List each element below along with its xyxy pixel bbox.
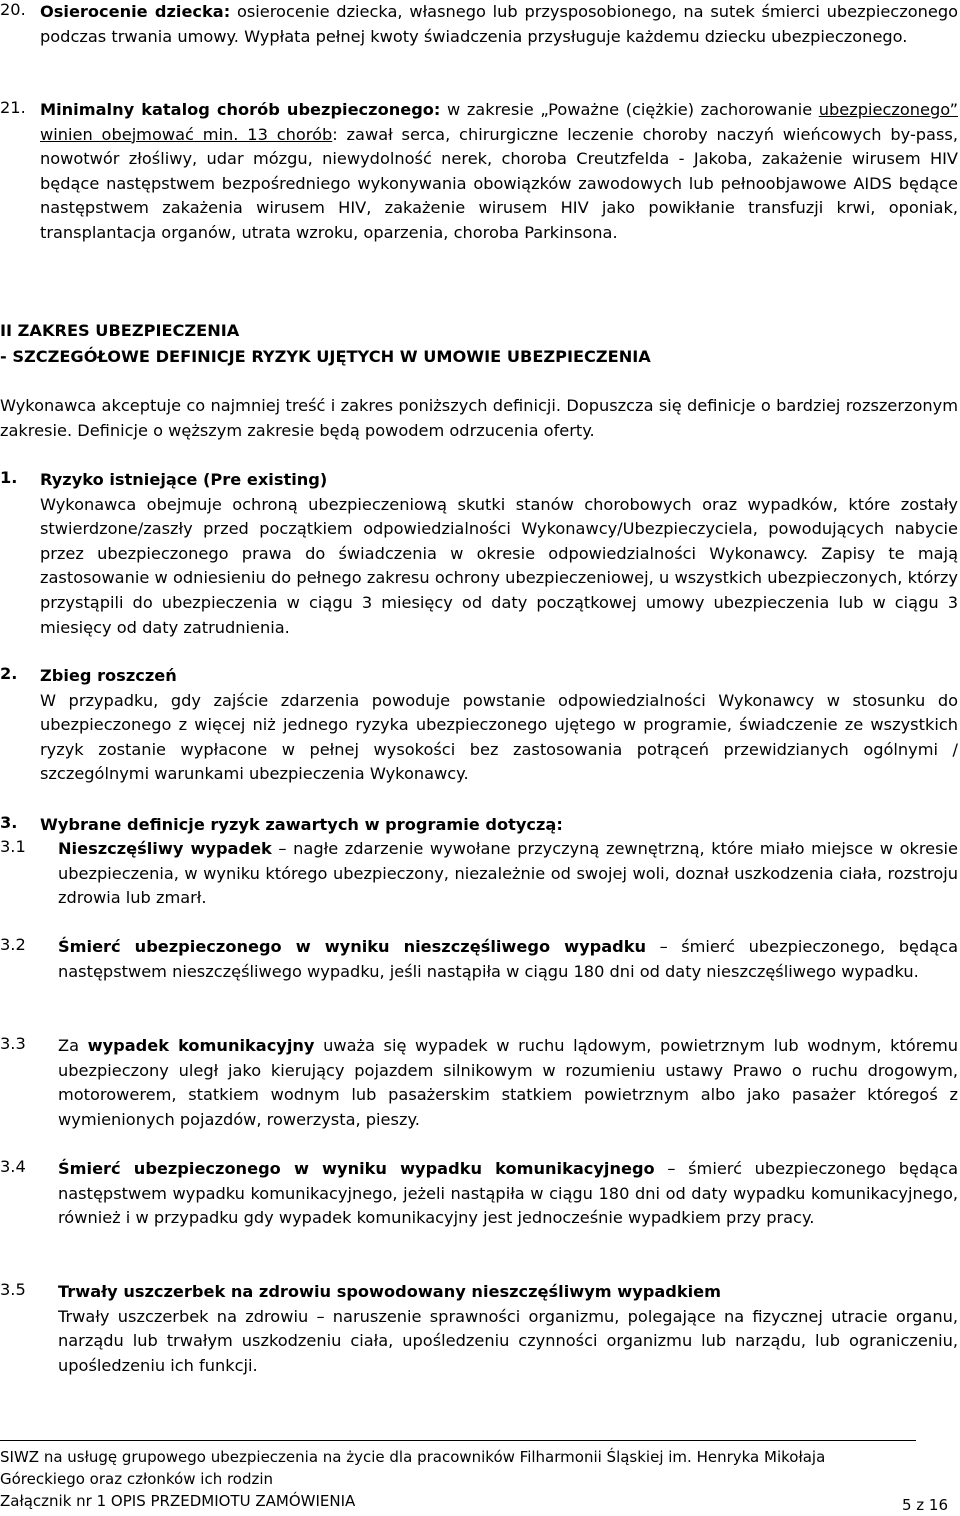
point-title: Zbieg roszczeń <box>40 666 177 685</box>
point-3 <box>0 813 958 838</box>
footer-divider <box>0 1440 916 1441</box>
point-title: Ryzyko istniejące (Pre existing) <box>40 470 328 489</box>
section-title: II ZAKRES UBEZPIECZENIA <box>0 321 240 340</box>
definition-number: 3.4 <box>0 1157 26 1176</box>
item-number: 20. <box>0 0 26 19</box>
point-number: 1. <box>0 468 18 487</box>
item-title: Minimalny katalog chorób ubezpieczonego: <box>40 100 441 119</box>
point-title: Wybrane definicje ryzyk zawartych w programie dotyczą: <box>40 815 563 834</box>
definition-number: 3.3 <box>0 1034 26 1053</box>
definition-prefix: Za <box>58 1036 88 1055</box>
point-2 <box>0 664 958 787</box>
item-text: : zawał serca, chirurgiczne leczenie choroby naczyń wieńcowych by-pass, nowotwór złośliwy, udar mózgu, niewydolność nerek, choroba Creutzfelda - Jakoba, zakażenie wirusem HIV będące następstwem bezpośredniego wykonywania obowiązków zawodowych lub pełnoobjawowe AIDS będące następstwem zakażenia wirusem HIV, zakażenie wirusem HIV jako powikłanie transfuzji krwi, oponiak, transplantacja organów, utrata wzroku, oparzenia, choroba Parkinsona. <box>40 124 958 242</box>
definition-term: wypadek komunikacyjny <box>87 1036 315 1055</box>
intro-text: Wykonawca akceptuje co najmniej treść i zakres poniższych definicji. Dopuszcza się definicje o bardziej rozszerzonym zakresie. Definicje o węższym zakresie będą powodem odrzucenia oferty. <box>0 396 958 440</box>
definition-term: Nieszczęśliwy wypadek <box>58 839 272 858</box>
definition-text: uważa się wypadek w ruchu lądowym, powietrznym lub wodnym, któremu ubezpieczony uległ jako kierujący pojazdem silnikowym w rozumieniu ustawy Prawo o ruchu drogowym, motorowerem, statkiem wodnym lub pasażerskim statkiem powietrznym albo jako pasażer któregoś z wymienionych pojazdów, rowerzysta, pieszy. <box>58 1036 958 1129</box>
point-number: 3. <box>0 813 18 832</box>
list-item-20 <box>0 0 958 49</box>
footer-title: SIWZ na usługę grupowego ubezpieczenia na życie dla pracowników Filharmonii Śląskiej im. Henryka Mikołaja Góreckiego oraz członków ich rodzin <box>0 1448 826 1488</box>
item-text-underlined: ubezpieczonego” winien obejmować min. 13 chorób <box>40 100 958 144</box>
definition-3-1 <box>0 837 958 911</box>
item-title: Osierocenie dziecka: <box>40 2 231 21</box>
definition-number: 3.2 <box>0 935 26 954</box>
item-number: 21. <box>0 98 26 117</box>
section-intro <box>0 394 958 443</box>
point-1 <box>0 468 958 640</box>
definition-text: – nagłe zdarzenie wywołane przyczyną zewnętrzną, które miało miejsce w okresie ubezpieczenia, w wyniku którego ubezpieczony, niezależnie od swojej woli, doznał uszkodzenia ciała, rozstroju zdrowia lub zmarł. <box>58 839 958 908</box>
definition-3-3 <box>0 1034 958 1132</box>
point-text: Wykonawca obejmuje ochroną ubezpieczeniową skutki stanów chorobowych oraz wypadków, które zostały stwierdzone/zaszły przed początkiem odpowiedzialności Wykonawcy/Ubezpieczyciela, powodujących nabycie przez ubezpieczonego prawa do świadczenia w okresie odpowiedzialności Wykonawcy. Zapisy te mają zastosowanie w odniesieniu do pełnego zakresu ochrony ubezpieczeniowej, u wszystkich ubezpieczonych, którzy przystąpili do ubezpieczenia w ciągu 3 miesięcy od daty początkowej umowy ubezpieczenia lub w ciągu 3 miesięcy od daty zatrudnienia. <box>40 494 958 637</box>
list-item-21 <box>0 98 958 246</box>
point-text: W przypadku, gdy zajście zdarzenia powoduje powstanie odpowiedzialności Wykonawcy w stosunku do ubezpieczonego z więcej niż jednego ryzyka ubezpieczonego ujętego w programie, świadczenie ze wszystkich ryzyk zostanie wypłacone w pełnej wysokości bez zastosowania potrąceń przewidzianych ogólnymi / szczególnymi warunkami ubezpieczenia Wykonawcy. <box>40 690 958 784</box>
definition-3-2 <box>0 935 958 984</box>
page-footer <box>0 1446 958 1512</box>
definition-3-5 <box>0 1280 958 1378</box>
definition-term: Śmierć ubezpieczonego w wyniku nieszczęśliwego wypadku <box>58 937 647 956</box>
item-text: w zakresie „Poważne (ciężkie) zachorowanie <box>440 100 819 119</box>
definition-text: – śmierć ubezpieczonego, będąca następstwem nieszczęśliwego wypadku, jeśli nastąpiła w ciągu 180 dni od daty nieszczęśliwego wypadku. <box>58 937 958 981</box>
definition-3-4 <box>0 1157 958 1231</box>
definition-term: Śmierć ubezpieczonego w wyniku wypadku komunikacyjnego <box>58 1159 655 1178</box>
section-heading <box>0 318 958 370</box>
footer-attachment: Załącznik nr 1 OPIS PRZEDMIOTU ZAMÓWIENIA <box>0 1492 356 1510</box>
section-subtitle: - SZCZEGÓŁOWE DEFINICJE RYZYK UJĘTYCH W UMOWIE UBEZPIECZENIA <box>0 347 651 366</box>
definition-text: Trwały uszczerbek na zdrowiu – naruszenie sprawności organizmu, polegające na fizycznej utracie organu, narządu lub trwałym uszkodzeniu ciała, upośledzeniu czynności organizmu lub narządu, lub ograniczeniu, upośledzeniu ich funkcji. <box>58 1306 958 1375</box>
item-text: osierocenie dziecka, własnego lub przysposobionego, na sutek śmierci ubezpieczonego podczas trwania umowy. Wypłata pełnej kwoty świadczenia przysługuje każdemu dziecku ubezpieczonego. <box>40 2 958 46</box>
definition-text: – śmierć ubezpieczonego będąca następstwem wypadku komunikacyjnego, jeżeli nastąpiła w ciągu 180 dni od daty wypadku komunikacyjnego, również i w przypadku gdy wypadek komunikacyjny jest jednocześnie wypadkiem przy pracy. <box>58 1159 958 1228</box>
point-number: 2. <box>0 664 18 683</box>
definition-term: Trwały uszczerbek na zdrowiu spowodowany nieszczęśliwym wypadkiem <box>58 1282 722 1301</box>
definition-number: 3.5 <box>0 1280 26 1299</box>
definition-number: 3.1 <box>0 837 26 856</box>
page-number: 5 z 16 <box>901 1496 948 1514</box>
